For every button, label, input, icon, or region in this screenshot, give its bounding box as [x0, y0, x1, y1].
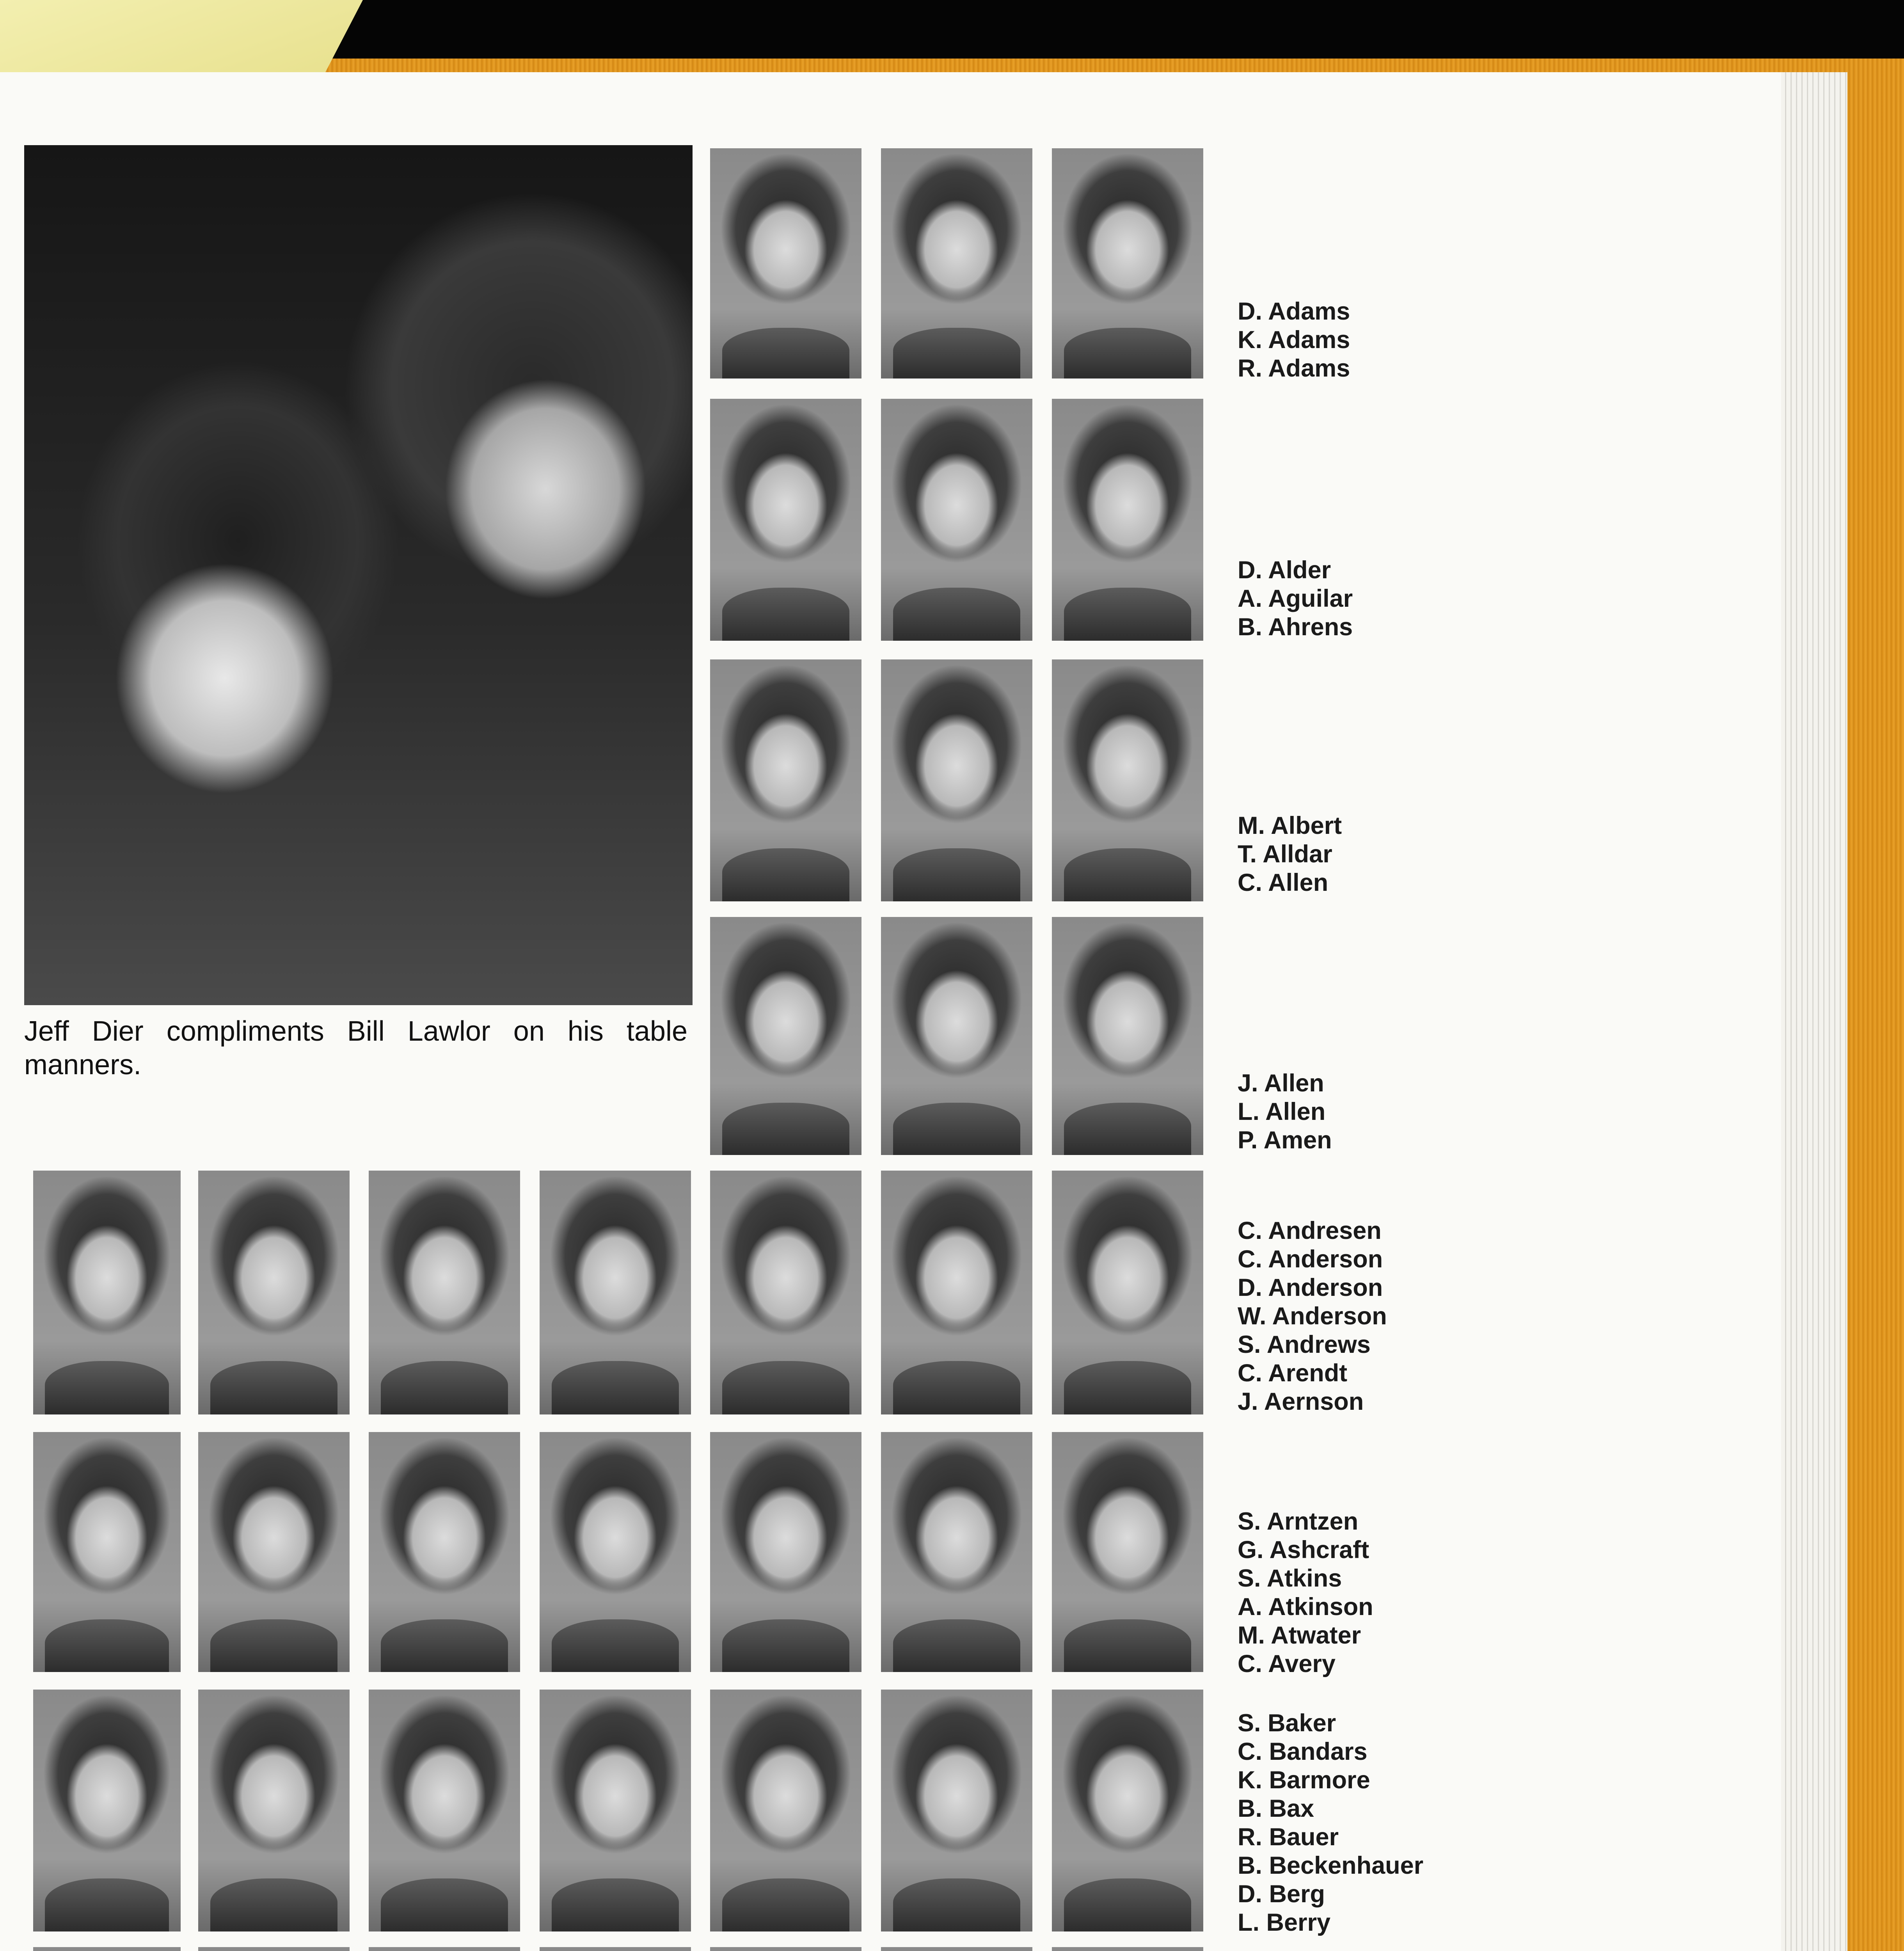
- student-name: S. Andrews: [1238, 1331, 1371, 1358]
- portrait: [33, 1947, 181, 1951]
- student-name: L. Allen: [1238, 1098, 1326, 1125]
- portrait: [1052, 148, 1203, 378]
- student-name: K. Adams: [1238, 326, 1350, 354]
- name-list-row-5: [1238, 1217, 1387, 1416]
- portrait: [710, 1171, 861, 1414]
- portrait: [881, 1690, 1032, 1931]
- student-name: R. Adams: [1238, 355, 1350, 382]
- portrait: [1052, 917, 1203, 1155]
- portrait: [369, 1171, 520, 1414]
- name-list-row-4: [1238, 1069, 1332, 1155]
- student-name: T. Alldar: [1238, 840, 1332, 868]
- student-name: C. Allen: [1238, 869, 1329, 896]
- name-list-row-1: [1238, 297, 1350, 383]
- portrait: [710, 148, 861, 378]
- page-stack-edges: [1781, 72, 1847, 1951]
- portrait: [540, 1690, 691, 1931]
- portrait: [710, 1690, 861, 1931]
- portrait: [1052, 1432, 1203, 1672]
- student-name: S. Baker: [1238, 1709, 1336, 1737]
- student-name: S. Arntzen: [1238, 1508, 1359, 1535]
- photo-caption: Jeff Dier compliments Bill Lawlor on his table manners.: [24, 1016, 687, 1080]
- student-name: C. Andresen: [1238, 1217, 1382, 1244]
- portrait: [881, 399, 1032, 641]
- student-name: A. Atkinson: [1238, 1593, 1373, 1621]
- student-name: B. Bax: [1238, 1795, 1314, 1822]
- portrait: [1052, 1947, 1203, 1951]
- portrait: [540, 1171, 691, 1414]
- portrait: [33, 1171, 181, 1414]
- portrait: [33, 1690, 181, 1931]
- feature-photo: [24, 145, 693, 1005]
- portrait: [1052, 1690, 1203, 1931]
- student-name: A. Aguilar: [1238, 585, 1353, 612]
- portrait: [881, 1947, 1032, 1951]
- student-name: G. Ashcraft: [1238, 1536, 1369, 1564]
- student-name: M. Albert: [1238, 812, 1342, 839]
- portrait: [881, 148, 1032, 378]
- student-name: S. Atkins: [1238, 1565, 1342, 1592]
- student-name: C. Avery: [1238, 1650, 1336, 1677]
- portrait: [369, 1947, 520, 1951]
- portrait: [198, 1171, 350, 1414]
- portrait: [881, 917, 1032, 1155]
- portrait: [881, 659, 1032, 901]
- student-name: R. Bauer: [1238, 1823, 1339, 1851]
- student-name: D. Berg: [1238, 1880, 1325, 1908]
- portrait: [540, 1432, 691, 1672]
- student-name: C. Arendt: [1238, 1359, 1348, 1387]
- portrait: [198, 1947, 350, 1951]
- student-name: K. Barmore: [1238, 1766, 1370, 1794]
- portrait: [710, 659, 861, 901]
- name-list-row-3: [1238, 812, 1342, 897]
- student-name: M. Atwater: [1238, 1622, 1361, 1649]
- portrait: [881, 1171, 1032, 1414]
- portrait: [198, 1690, 350, 1931]
- portrait: [881, 1432, 1032, 1672]
- student-name: W. Anderson: [1238, 1302, 1387, 1330]
- student-name: P. Amen: [1238, 1127, 1332, 1154]
- name-list-row-7: [1238, 1709, 1423, 1937]
- portrait: [369, 1690, 520, 1931]
- student-name: C. Anderson: [1238, 1246, 1383, 1273]
- portrait: [710, 917, 861, 1155]
- portrait: [710, 1947, 861, 1951]
- student-name: D. Alder: [1238, 556, 1331, 584]
- name-list-row-6: [1238, 1507, 1373, 1678]
- portrait: [198, 1432, 350, 1672]
- portrait: [1052, 659, 1203, 901]
- portrait: [540, 1947, 691, 1951]
- sticky-note: [0, 0, 363, 84]
- portrait: [710, 1432, 861, 1672]
- portrait: [33, 1432, 181, 1672]
- student-name: D. Anderson: [1238, 1274, 1383, 1301]
- student-name: J. Allen: [1238, 1070, 1324, 1097]
- portrait: [1052, 399, 1203, 641]
- student-name: C. Bandars: [1238, 1738, 1368, 1765]
- portrait: [1052, 1171, 1203, 1414]
- name-list-row-2: [1238, 556, 1353, 641]
- student-name: J. Aernson: [1238, 1388, 1364, 1415]
- student-name: D. Adams: [1238, 298, 1350, 325]
- portrait: [710, 399, 861, 641]
- student-name: B. Ahrens: [1238, 613, 1353, 641]
- student-name: L. Berry: [1238, 1909, 1331, 1936]
- student-name: B. Beckenhauer: [1238, 1852, 1424, 1879]
- portrait: [369, 1432, 520, 1672]
